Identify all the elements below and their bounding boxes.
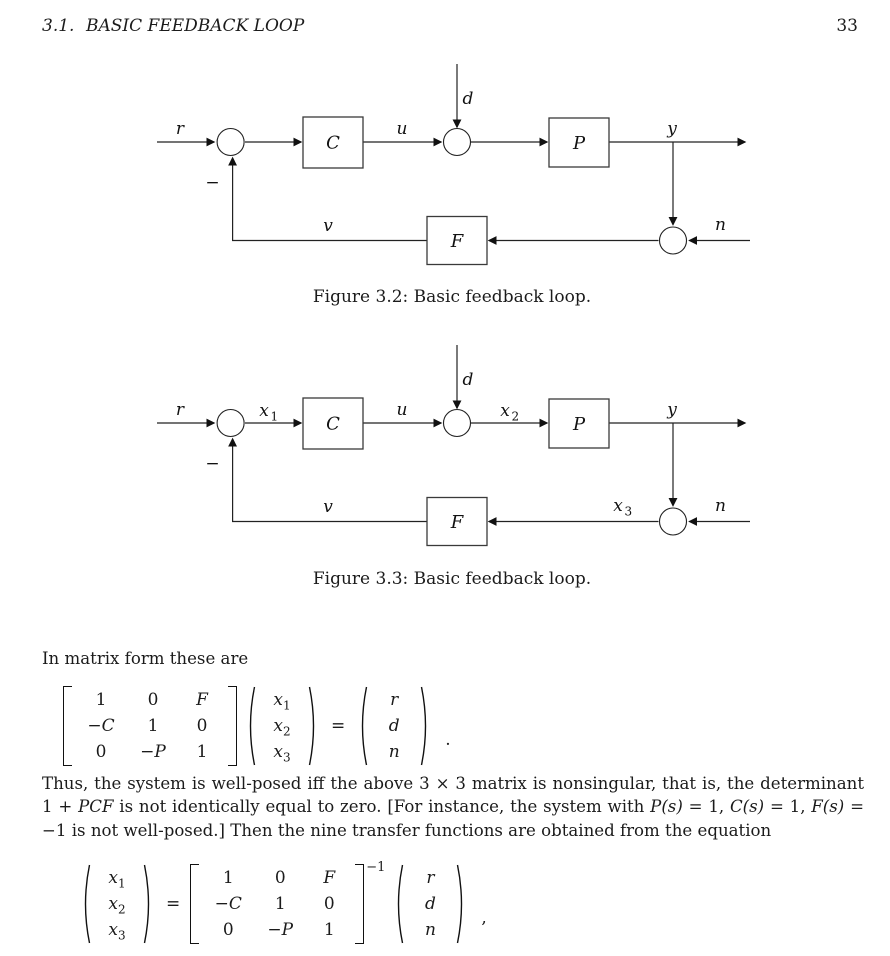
matrix-cell: 1 xyxy=(222,868,234,888)
state-label-x1: x xyxy=(259,401,269,421)
left-paren xyxy=(391,862,405,946)
summing-junction-1 xyxy=(217,410,244,437)
figure-3-2-caption: Figure 3.2: Basic feedback loop. xyxy=(312,287,592,307)
vector-entry: n xyxy=(424,920,436,940)
block-label-P: P xyxy=(572,133,586,154)
body-paragraph xyxy=(42,772,864,842)
rhs-vector xyxy=(369,687,419,765)
signal-label-d: d xyxy=(462,89,474,109)
minus-sign: − xyxy=(205,454,220,474)
figure-3-2-diagram xyxy=(0,55,890,287)
signal-label-d: d xyxy=(462,370,474,390)
paragraph-text: Thus, the system is well-posed iff the above 3 × 3 matrix is nonsingular, that is, the determinant 1 + xyxy=(42,774,864,817)
block-label-F: F xyxy=(450,231,464,252)
coefficient-matrix xyxy=(75,687,225,765)
coefficient-matrix xyxy=(202,865,352,943)
equation-comma: , xyxy=(481,908,487,928)
math-inline: P(s) xyxy=(650,797,683,817)
right-paren xyxy=(419,684,433,768)
summing-junction-2 xyxy=(444,410,471,437)
vector-entry: r xyxy=(426,868,435,888)
math-inline: PCF xyxy=(78,797,114,817)
left-paren xyxy=(243,684,257,768)
summing-junction-3 xyxy=(660,508,687,535)
page-header xyxy=(0,16,890,38)
signal-label-n: n xyxy=(715,215,726,235)
matrix-cell: 0 xyxy=(147,690,159,710)
paragraph-text: is not identically equal to zero. [For instance, the system with xyxy=(113,797,651,817)
signal-label-y: y xyxy=(667,400,677,420)
right-paren xyxy=(455,862,469,946)
figure-3-3-diagram xyxy=(0,336,890,568)
matrix-cell: −C xyxy=(214,894,242,914)
state-label-x2-subscript: 2 xyxy=(511,409,520,424)
x-vector xyxy=(92,865,142,943)
left-bracket xyxy=(190,864,199,944)
minus-sign: − xyxy=(205,173,220,193)
paragraph-text: = −1 is not well-posed.] Then the nine transfer functions are obtained from the equation xyxy=(42,797,864,840)
inverse-exponent: −1 xyxy=(366,860,386,875)
matrix-cell: F xyxy=(196,690,208,710)
state-label-x1-subscript: 1 xyxy=(270,409,279,424)
matrix-cell: 1 xyxy=(95,690,107,710)
vector-entry: $x_1$ xyxy=(108,868,126,891)
matrix-cell: 0 xyxy=(222,920,234,940)
math-inline: C(s) xyxy=(729,797,765,817)
matrix-cell: 0 xyxy=(323,894,335,914)
equals-sign: = xyxy=(166,894,181,914)
block-label-F: F xyxy=(450,512,464,533)
vector-entry: r xyxy=(390,690,399,710)
signal-label-r: r xyxy=(175,119,185,139)
matrix-cell: −P xyxy=(267,920,294,940)
left-bracket xyxy=(63,686,72,766)
right-bracket xyxy=(355,864,364,944)
state-label-x3-subscript: 3 xyxy=(624,504,633,519)
left-paren xyxy=(355,684,369,768)
state-label-x3: x xyxy=(613,496,623,516)
vector-entry: d xyxy=(424,894,436,914)
signal-label-u: u xyxy=(396,400,408,420)
equation-1 xyxy=(63,684,451,768)
vector-entry: $x_3$ xyxy=(108,920,126,943)
page-number: 33 xyxy=(836,16,858,36)
section-number: 3.1. xyxy=(42,16,75,36)
math-inline: F(s) xyxy=(811,797,845,817)
matrix-cell: 1 xyxy=(274,894,286,914)
matrix-cell: −P xyxy=(140,742,166,762)
signal-label-v: v xyxy=(323,216,333,236)
equation-2 xyxy=(78,862,487,946)
state-label-x2: x xyxy=(500,401,510,421)
signal-label-n: n xyxy=(715,496,726,516)
block-label-C: C xyxy=(326,132,340,154)
matrix-cell: 1 xyxy=(147,716,159,736)
summing-junction-3 xyxy=(660,227,687,254)
signal-label-y: y xyxy=(667,119,677,139)
signal-label-v: v xyxy=(323,497,333,517)
matrix-cell: −C xyxy=(87,716,115,736)
paragraph-text: = 1, xyxy=(764,797,812,817)
vector-entry: $x_2$ xyxy=(273,716,291,739)
block-label-P: P xyxy=(572,414,586,435)
vector-entry: $x_2$ xyxy=(108,894,126,917)
matrix-cell: 0 xyxy=(274,868,286,888)
right-bracket xyxy=(228,686,237,766)
x-vector xyxy=(257,687,307,765)
right-paren xyxy=(307,684,321,768)
matrix-cell: 0 xyxy=(95,742,107,762)
section-title: BASIC FEEDBACK LOOP xyxy=(86,16,305,36)
equation-period: . xyxy=(445,730,451,750)
left-paren xyxy=(78,862,92,946)
right-paren xyxy=(142,862,156,946)
summing-junction-2 xyxy=(444,129,471,156)
paragraph-text: = 1, xyxy=(682,797,730,817)
vector-entry: $x_3$ xyxy=(273,742,291,765)
matrix-cell: 1 xyxy=(196,742,208,762)
block-label-C: C xyxy=(326,413,340,435)
equals-sign: = xyxy=(331,716,346,736)
vector-entry: n xyxy=(388,742,400,762)
signal-label-u: u xyxy=(396,119,408,139)
vector-entry: $x_1$ xyxy=(273,690,291,713)
matrix-cell: 1 xyxy=(323,920,335,940)
rhs-vector xyxy=(405,865,455,943)
matrix-cell: 0 xyxy=(196,716,208,736)
matrix-intro-text: In matrix form these are xyxy=(42,649,249,668)
signal-label-r: r xyxy=(175,400,185,420)
figure-3-3-caption: Figure 3.3: Basic feedback loop. xyxy=(312,569,592,589)
matrix-cell: F xyxy=(323,868,336,888)
vector-entry: d xyxy=(388,716,400,736)
summing-junction-1 xyxy=(217,129,244,156)
